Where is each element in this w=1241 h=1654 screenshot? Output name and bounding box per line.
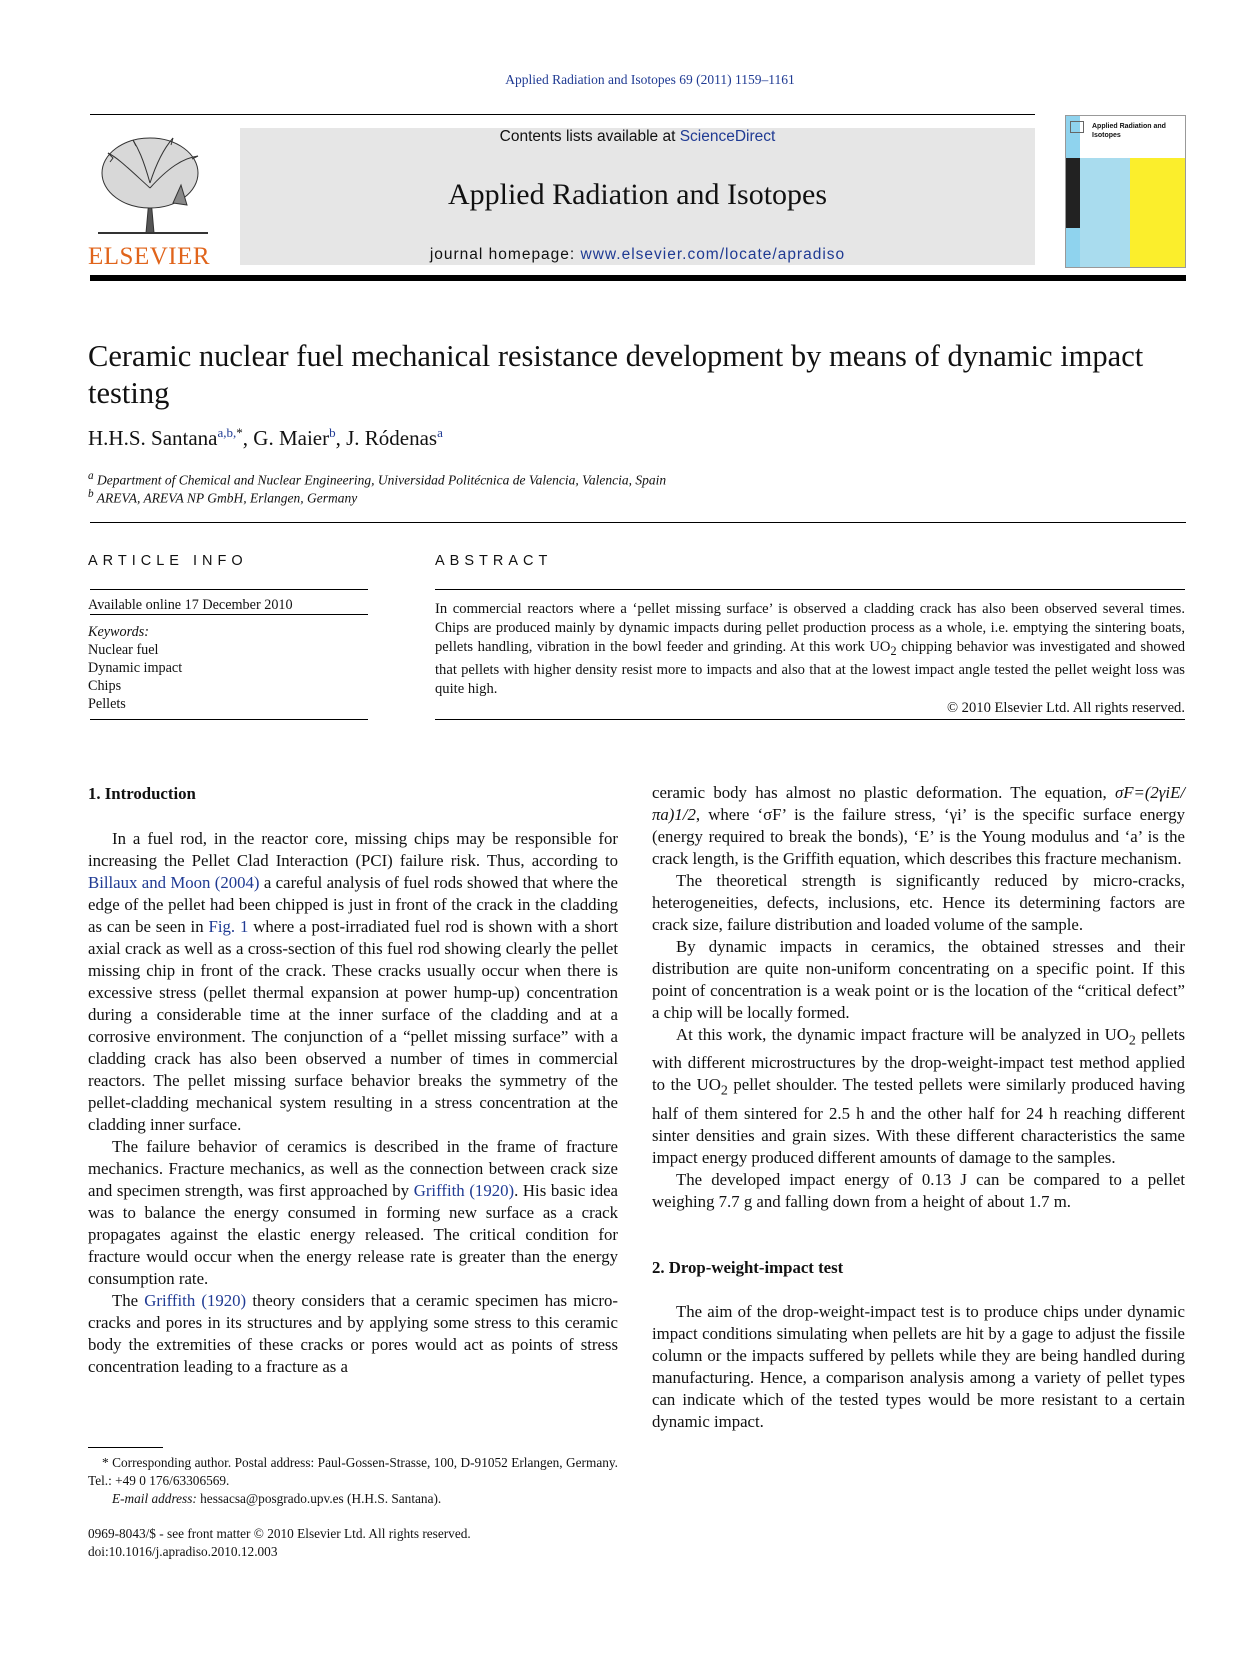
corresponding-author-note: * Corresponding author. Postal address: Paul-Gossen-Strasse, 100, D-91052 Erlangen, Germany. Tel.: +49 0 176/63306569. bbox=[88, 1455, 618, 1488]
abstract-copyright: © 2010 Elsevier Ltd. All rights reserved. bbox=[946, 699, 1185, 716]
right-p4-c: pellet shoulder. The tested pellets were similarly produced having half of them sintered for 2.5 h and the other half for 24 h reaching different sinter densities and grain sizes. With these different characteristics the same impact energy produced different amounts of damage to the samples. bbox=[652, 1075, 1185, 1167]
article-info-rule-2 bbox=[90, 614, 368, 615]
header-thick-rule bbox=[90, 275, 1186, 281]
publisher-name: ELSEVIER bbox=[88, 243, 211, 270]
email-line bbox=[88, 1490, 618, 1508]
section-2-heading: 2. Drop-weight-impact test bbox=[652, 1257, 844, 1277]
right-paragraph-1 bbox=[652, 782, 1185, 870]
sciencedirect-link[interactable]: ScienceDirect bbox=[679, 128, 776, 145]
section-1-heading: 1. Introduction bbox=[88, 784, 196, 803]
affiliation-b-mark: b bbox=[88, 488, 94, 500]
figure-1-link[interactable]: Fig. 1 bbox=[208, 917, 249, 936]
keyword-item: Nuclear fuel bbox=[88, 642, 159, 658]
author-sep-2: , bbox=[335, 426, 347, 450]
keyword-item: Dynamic impact bbox=[88, 660, 183, 676]
email-address[interactable]: hessacsa@posgrado.upv.es (H.H.S. Santana). bbox=[196, 1491, 442, 1506]
citation-billaux-link[interactable]: Billaux and Moon (2004) bbox=[88, 873, 260, 892]
abstract-sub: 2 bbox=[890, 643, 897, 658]
affiliation-a-mark: a bbox=[88, 470, 94, 482]
right-p1-b: , where ‘σF’ is the failure stress, ‘γi’ is the specific surface energy (energy required to break the bonds), ‘E’ is the Young modulus and ‘a’ is the crack length, is the Griffith equation, which describes this fracture mechanism. bbox=[652, 805, 1185, 868]
keyword-item: Chips bbox=[88, 678, 122, 694]
cover-blue-block bbox=[1080, 158, 1130, 267]
author-2: G. Maier bbox=[253, 426, 330, 450]
homepage-line bbox=[240, 246, 1035, 264]
affil-rule bbox=[90, 522, 1186, 523]
abstract-text-1: In commercial reactors where a ‘pellet missing surface’ is observed a cladding crack has also been observed several times. Chips are produced mainly by dynamic impacts during pellet production process as a whole, i.e. emptying the sintering boats, pellets handling, vibration in the bowl feeder and grinding. At this work UO bbox=[435, 601, 1185, 655]
intro-paragraph-1 bbox=[88, 828, 618, 1136]
section-2-paragraph-1: The aim of the drop-weight-impact test is to produce chips under dynamic impact conditions simulating when pellets are hit by a gage to adjust the fissile column or the impacts suffered by pellets while they are being handled during manufacturing. Hence, a comparison analysis among a variety of pellet types can indicate which of the tested types would be more resistant to a certain dynamic impact. bbox=[652, 1301, 1185, 1431]
right-paragraph-3: By dynamic impacts in ceramics, the obtained stresses and their distribution are quite non-uniform concentrating on a specific point. If this point of concentration is a weak point or is the location of the “critical defect” a chip will be locally formed. bbox=[652, 937, 1185, 1022]
keyword-item: Pellets bbox=[88, 696, 126, 712]
elsevier-tree-icon bbox=[88, 128, 218, 238]
author-3: J. Ródenas bbox=[346, 426, 438, 450]
footnote-block bbox=[88, 1454, 618, 1508]
author-1-affil[interactable] bbox=[218, 425, 243, 440]
article-info-rule-1 bbox=[90, 589, 368, 590]
intro-p2-a: The failure behavior of ceramics is described in the frame of fracture mechanics. Fracture mechanics, as well as the connection between crack size and specimen strength, was first approached by bbox=[88, 1137, 618, 1200]
journal-cover bbox=[1065, 115, 1186, 268]
left-column bbox=[88, 828, 618, 1378]
abstract-text-2: chipping behavior was investigated and showed that pellets with higher density resist more to impacts and also that at the lowest impact angle tested the pellet weight loss was quite high. bbox=[435, 639, 1186, 697]
intro-paragraph-2 bbox=[88, 1136, 618, 1290]
affiliation-b bbox=[88, 488, 357, 507]
intro-p3-b: theory considers that a ceramic specimen has micro-cracks and pores in its structures and by applying some stress to this ceramic body the extremities of these cracks or pores would act as points of stress concentration leading to a fracture as a bbox=[88, 1291, 618, 1376]
author-1-star: * bbox=[236, 425, 243, 440]
intro-p3-a: The bbox=[112, 1291, 145, 1310]
author-2-affil[interactable]: b bbox=[329, 425, 336, 440]
right-p4-a: At this work, the dynamic impact fracture will be analyzed in UO bbox=[676, 1025, 1129, 1044]
citation-griffith-link[interactable]: Griffith (1920) bbox=[413, 1181, 515, 1200]
contents-line bbox=[240, 128, 1035, 146]
author-1-sup: a,b, bbox=[217, 425, 237, 440]
affiliation-b-text: AREVA, AREVA NP GmbH, Erlangen, Germany bbox=[96, 490, 358, 506]
homepage-prefix: journal homepage: bbox=[429, 246, 581, 263]
author-sep-1: , bbox=[242, 426, 254, 450]
footnote-rule bbox=[88, 1447, 163, 1448]
article-title: Ceramic nuclear fuel mechanical resistance development by means of dynamic impact testing bbox=[88, 339, 1144, 410]
keywords-label: Keywords: bbox=[88, 624, 149, 640]
author-1: H.H.S. Santana bbox=[88, 426, 218, 450]
right-column bbox=[652, 782, 1185, 1433]
journal-reference[interactable]: Applied Radiation and Isotopes 69 (2011) 1159–1161 bbox=[505, 72, 795, 87]
author-3-affil[interactable]: a bbox=[437, 425, 443, 440]
intro-p1-c: where a post-irradiated fuel rod is shown with a short axial crack as well as a cross-section of this fuel rod showing clearly the pellet missing chip in front of the crack. These cracks usually occur when there is excessive stress (pellet thermal expansion at power hump-up) concentration during a considerable time at the inner surface of the cladding and at a corrosive environment. The conjunction of a “pellet missing surface” with a cladding crack has also been observed a number of times in commercial reactors. The pellet missing surface behavior breaks the symmetry of the pellet-cladding mechanical system resulting in a stress concentration at the cladding inner surface. bbox=[88, 917, 618, 1134]
cover-mini-logo-icon bbox=[1070, 121, 1084, 133]
abstract-heading: ABSTRACT bbox=[435, 553, 553, 569]
corresponding-text: Corresponding author. Postal address: Paul-Gossen-Strasse, 100, D-91052 Erlangen, Germany. Tel.: +49 0 176/63306569. bbox=[88, 1455, 618, 1488]
doi-line[interactable]: doi:10.1016/j.apradiso.2010.12.003 bbox=[88, 1544, 278, 1559]
header-top-rule bbox=[90, 114, 1035, 115]
email-label: E-mail address: bbox=[112, 1491, 197, 1506]
griffith-equation: σF=(2γiE/πa)1/2 bbox=[652, 783, 1185, 824]
cover-title bbox=[1092, 122, 1166, 140]
abstract-rule-bottom bbox=[435, 719, 1185, 720]
abstract-body bbox=[435, 600, 1185, 718]
issn-line: 0969-8043/$ - see front matter © 2010 Elsevier Ltd. All rights reserved. bbox=[88, 1526, 471, 1541]
journal-banner bbox=[240, 128, 1035, 265]
right-paragraph-5: The developed impact energy of 0.13 J can be compared to a pellet weighing 7.7 g and falling down from a height of about 1.7 m. bbox=[652, 1169, 1185, 1211]
cover-title-line1: Applied Radiation and bbox=[1092, 123, 1166, 130]
elsevier-logo bbox=[88, 128, 218, 270]
right-paragraph-2: The theoretical strength is significantly reduced by micro-cracks, heterogeneities, defects, inclusions, etc. Hence its determining factors are crack size, failure distribution and loaded volume of the sample. bbox=[652, 871, 1185, 934]
affiliation-a-text: Department of Chemical and Nuclear Engineering, Universidad Politécnica de Valencia, Valencia, Spain bbox=[97, 472, 667, 488]
intro-p2-b: . His basic idea was to balance the energy consumed in forming new surface as a crack propagates against the elastic energy released. The critical condition for fracture would occur when the energy release rate is greater than the energy consumption rate. bbox=[88, 1181, 618, 1288]
journal-title: Applied Radiation and Isotopes bbox=[447, 178, 828, 211]
article-info-heading: ARTICLE INFO bbox=[88, 553, 248, 569]
affiliation-a bbox=[88, 470, 666, 489]
right-p4-sub-1: 2 bbox=[1128, 1033, 1136, 1049]
homepage-link[interactable]: www.elsevier.com/locate/apradiso bbox=[580, 246, 846, 263]
article-info-rule-3 bbox=[90, 719, 368, 720]
abstract-rule-top bbox=[435, 589, 1185, 590]
author-list bbox=[88, 425, 443, 451]
intro-p1-a: In a fuel rod, in the reactor core, missing chips may be responsible for increasing the Pellet Clad Interaction (PCI) failure risk. Thus, according to bbox=[88, 829, 618, 870]
right-paragraph-4 bbox=[652, 1024, 1185, 1169]
available-online: Available online 17 December 2010 bbox=[88, 597, 293, 613]
intro-p1-b: a careful analysis of fuel rods showed that where the edge of the pellet had been chipped is just in front of the crack in the cladding as can be seen in bbox=[88, 873, 619, 936]
right-p1-a: ceramic body has almost no plastic deformation. The equation, bbox=[652, 783, 1115, 802]
keywords-block bbox=[88, 623, 182, 713]
cover-title-line2: Isotopes bbox=[1092, 132, 1121, 139]
right-p4-sub-2: 2 bbox=[720, 1083, 728, 1099]
cover-dark-block bbox=[1066, 158, 1080, 228]
intro-paragraph-3 bbox=[88, 1290, 618, 1378]
citation-griffith-link-2[interactable]: Griffith (1920) bbox=[144, 1291, 247, 1310]
right-p4-b: pellets with different microstructures by the drop-weight-impact test method applied to the UO bbox=[652, 1025, 1185, 1095]
contents-prefix: Contents lists available at bbox=[499, 128, 680, 145]
